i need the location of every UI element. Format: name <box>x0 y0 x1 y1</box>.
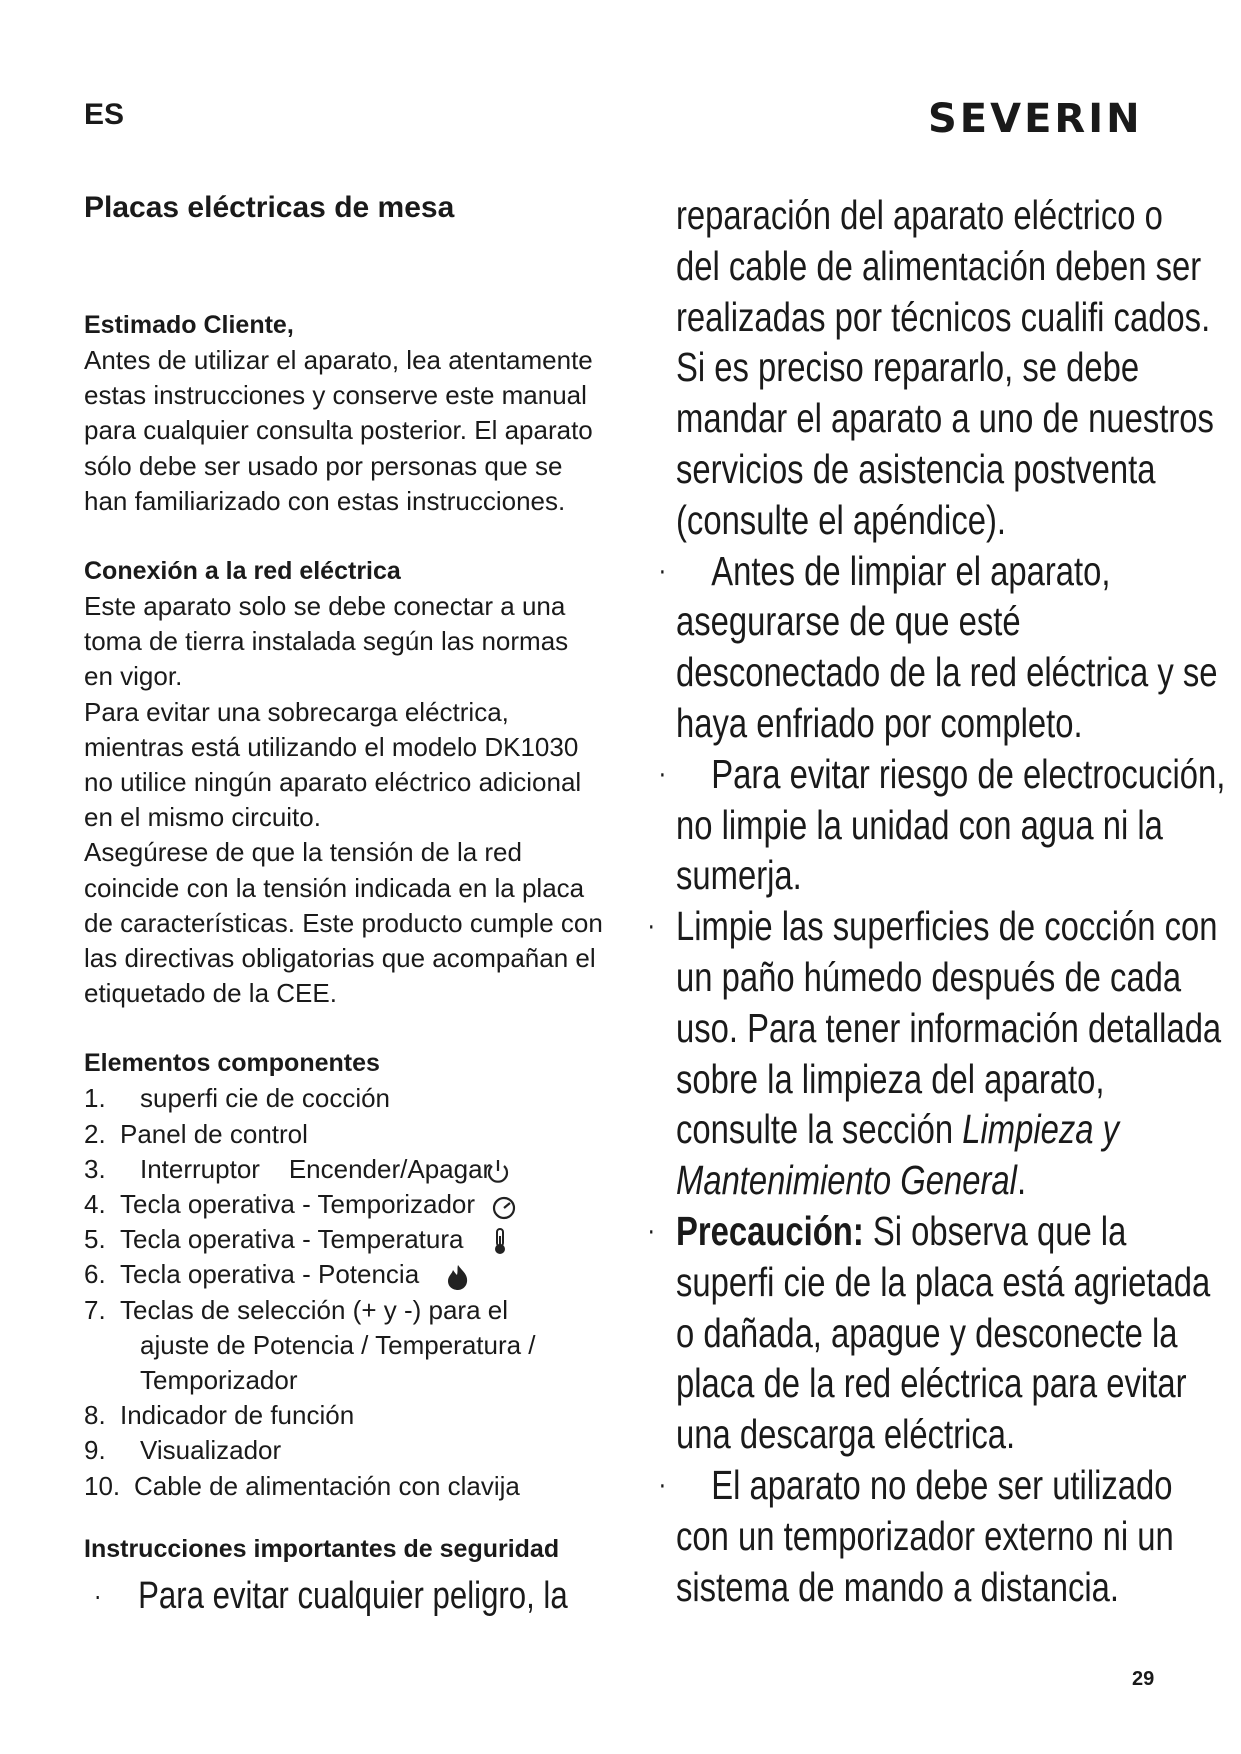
bullet-line: · El aparato no debe ser utilizado <box>658 1461 1173 1508</box>
timer-icon <box>489 1191 519 1221</box>
text-line: con un temporizador externo ni un <box>676 1512 1174 1559</box>
page-title: Placas eléctricas de mesa <box>84 191 455 224</box>
text-line: Mantenimiento General. <box>676 1157 1027 1204</box>
text-line: uso. Para tener información detallada <box>676 1004 1222 1051</box>
text-line: una descarga eléctrica. <box>676 1411 1016 1458</box>
text-line: servicios de asistencia postventa <box>676 445 1156 492</box>
components-list <box>84 1081 604 1503</box>
text-line: superfi cie de la placa está agrietada <box>676 1258 1211 1305</box>
text-line: Asegúrese de que la tensión de la red <box>84 837 522 868</box>
text-line: toma de tierra instalada según las normas <box>84 626 569 657</box>
safety-instructions <box>647 190 1226 1612</box>
text-line: estas instrucciones y conserve este manual <box>84 380 587 411</box>
text-line: mientras está utilizando el modelo DK1030 <box>84 731 579 762</box>
text-line: mandar el aparato a uno de nuestros <box>676 395 1214 442</box>
text-line: (consulte el apéndice). <box>676 496 1007 543</box>
text-line: consulte la sección Limpieza y <box>676 1106 1120 1153</box>
connection-text <box>84 589 604 1011</box>
text-line: Si es preciso repararlo, se debe <box>676 344 1140 391</box>
text-line: en el mismo circuito. <box>84 802 321 833</box>
list-item: 7. Teclas de selección (+ y -) para el ajuste de Potencia / Temperatura / Temporizador <box>84 1294 536 1396</box>
text-line: placa de la red eléctrica para evitar <box>676 1360 1187 1407</box>
text-line: Para evitar una sobrecarga eléctrica, <box>84 696 509 727</box>
left-column <box>84 190 604 1619</box>
bullet-line: · Limpie las superficies de cocción con <box>647 903 1218 950</box>
text-line: asegurarse de que esté <box>676 598 1021 645</box>
flame-icon <box>443 1262 473 1292</box>
power-icon <box>483 1156 513 1186</box>
bullet-line: · Precaución: Si observa que la <box>647 1207 1127 1254</box>
connection-heading: Conexión a la red eléctrica <box>84 557 401 586</box>
brand-logo: SEVERIN <box>928 96 1143 142</box>
text-line: sistema de mando a distancia. <box>676 1563 1120 1610</box>
text-line: etiquetado de la CEE. <box>84 978 337 1009</box>
text-line: sumerja. <box>676 852 802 899</box>
list-item: 2. Panel de control <box>84 1118 308 1149</box>
right-column <box>647 190 1226 1612</box>
text-line: Este aparato solo se debe conectar a una <box>84 591 566 622</box>
text-line: en vigor. <box>84 661 183 692</box>
text-line: o dañada, apague y desconecte la <box>676 1309 1178 1356</box>
greeting: Estimado Cliente, <box>84 311 294 339</box>
text-line: no utilice ningún aparato eléctrico adicional <box>84 767 582 798</box>
components-heading: Elementos componentes <box>84 1049 380 1078</box>
text-line: coincide con la tensión indicada en la placa <box>84 872 585 903</box>
text-line: desconectado de la red eléctrica y se <box>676 649 1218 696</box>
bullet-line: · Para evitar riesgo de electrocución, <box>658 750 1226 797</box>
list-item: 5. Tecla operativa - Temperatura <box>84 1222 604 1257</box>
thermometer-icon <box>485 1226 515 1256</box>
text-line: reparación del aparato eléctrico o <box>676 192 1163 238</box>
text-line: Antes de utilizar el aparato, lea atentamente <box>84 345 593 375</box>
page-number: 29 <box>1132 1668 1155 1690</box>
text-line: haya enfriado por completo. <box>676 699 1083 746</box>
list-item: 1. superfi cie de cocción <box>84 1083 391 1114</box>
text-line: las directivas obligatorias que acompañan el <box>84 943 596 974</box>
list-item: 8. Indicador de función <box>84 1400 355 1431</box>
text-line: sobre la limpieza del aparato, <box>676 1055 1105 1102</box>
list-item: 4. Tecla operativa - Temporizador <box>84 1187 604 1222</box>
text-line: para cualquier consulta posterior. El aparato <box>84 415 593 446</box>
list-item: 9. Visualizador <box>84 1435 282 1466</box>
language-code: ES <box>84 98 125 131</box>
safety-bullet-1: · Para evitar cualquier peligro, la <box>93 1574 568 1617</box>
text-line: sólo debe ser usado por personas que se <box>84 450 563 481</box>
list-item: 3. Interruptor Encender/Apagar <box>84 1152 604 1187</box>
text-line: del cable de alimentación deben ser <box>676 242 1202 289</box>
intro-text <box>84 343 604 519</box>
text-line: han familiarizado con estas instrucciones. <box>84 485 566 516</box>
text-line: realizadas por técnicos cualifi cados. <box>676 293 1211 340</box>
bullet-line: · Antes de limpiar el aparato, <box>658 547 1111 594</box>
text-line: de características. Este producto cumple con <box>84 907 603 938</box>
text-line: no limpie la unidad con agua ni la <box>676 801 1163 848</box>
list-item: 6. Tecla operativa - Potencia <box>84 1257 604 1292</box>
safety-heading: Instrucciones importantes de seguridad <box>84 1534 560 1563</box>
text-line: un paño húmedo después de cada <box>676 953 1182 1000</box>
list-item: 10. Cable de alimentación con clavija <box>84 1470 520 1501</box>
